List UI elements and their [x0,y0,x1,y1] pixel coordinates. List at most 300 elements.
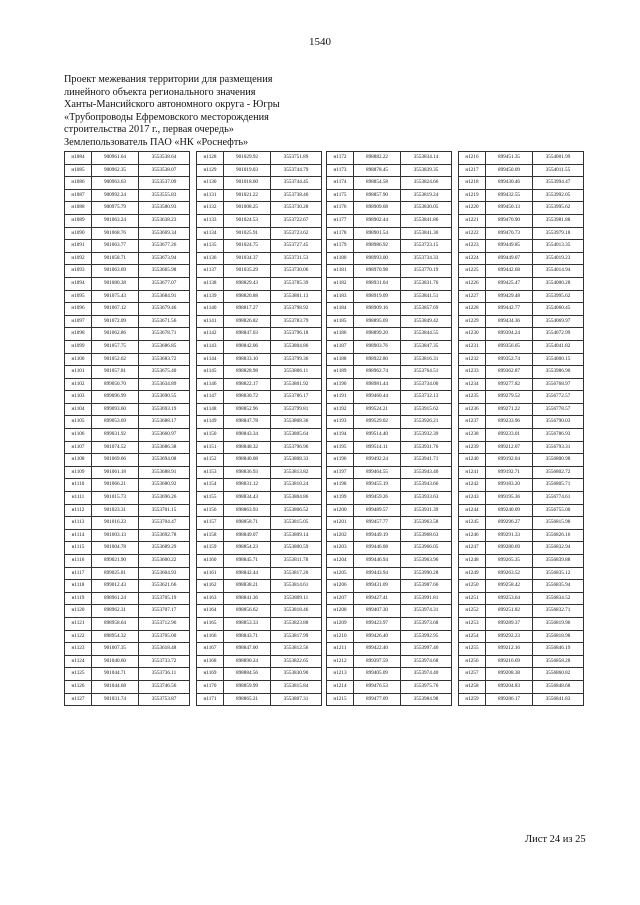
y-coordinate-cell: 3553995.62 [533,290,584,303]
y-coordinate-cell: 3553841.30 [401,227,452,240]
table-row [197,605,322,618]
point-id-cell: н1234 [459,378,486,391]
point-id-cell: н1139 [197,290,224,303]
x-coordinate-cell: 899031.92 [92,429,139,442]
table-row [327,189,452,202]
x-coordinate-cell: 898817.27 [224,303,271,316]
x-coordinate-cell: 900961.64 [92,152,139,165]
x-coordinate-cell: 899216.69 [486,655,533,668]
x-coordinate-cell: 898884.56 [224,668,271,681]
point-id-cell: н1122 [65,630,92,643]
y-coordinate-cell: 3553810.24 [271,479,322,492]
point-id-cell: н1166 [197,630,224,643]
table-row [327,466,452,479]
point-id-cell: н1200 [327,504,354,517]
x-coordinate-cell: 899457.77 [354,517,401,530]
point-id-cell: н1202 [327,529,354,542]
point-id-cell: н1252 [459,605,486,618]
table-row [197,391,322,404]
point-id-cell: н1097 [65,315,92,328]
y-coordinate-cell: 3553732.13 [401,391,452,404]
table-row [327,542,452,555]
y-coordinate-cell: 3553841.51 [401,290,452,303]
table-row [197,328,322,341]
x-coordinate-cell: 899427.41 [354,592,401,605]
x-coordinate-cell: 901052.62 [92,353,139,366]
point-id-cell: н1191 [327,391,354,404]
x-coordinate-cell: 898890.24 [224,655,271,668]
x-coordinate-cell: 899442.77 [486,303,533,316]
x-coordinate-cell: 898849.07 [224,529,271,542]
table-row [197,214,322,227]
table-row [65,567,190,580]
x-coordinate-cell: 898981.44 [354,378,401,391]
y-coordinate-cell: 3553824.66 [401,177,452,190]
point-id-cell: н1237 [459,416,486,429]
x-coordinate-cell: 898828.98 [224,366,271,379]
table-row [459,353,584,366]
point-id-cell: н1198 [327,479,354,492]
y-coordinate-cell: 3553618.48 [139,643,190,656]
y-coordinate-cell: 3553675.40 [139,366,190,379]
x-coordinate-cell: 901024.75 [224,240,271,253]
x-coordinate-cell: 901004.78 [92,542,139,555]
x-coordinate-cell: 899291.33 [486,529,533,542]
y-coordinate-cell: 3553974.40 [401,668,452,681]
x-coordinate-cell: 899464.55 [354,466,401,479]
y-coordinate-cell: 3553693.19 [139,403,190,416]
x-coordinate-cell: 898833.10 [224,353,271,366]
x-coordinate-cell: 898847.03 [224,328,271,341]
x-coordinate-cell: 898858.71 [224,517,271,530]
point-id-cell: н1136 [197,252,224,265]
table-row [197,529,322,542]
x-coordinate-cell: 899446.94 [354,555,401,568]
y-coordinate-cell: 3556834.52 [533,592,584,605]
point-id-cell: н1105 [65,416,92,429]
y-coordinate-cell: 3553677.07 [139,277,190,290]
table-row [197,378,322,391]
x-coordinate-cell: 898843.71 [224,630,271,643]
x-coordinate-cell: 898834.43 [224,492,271,505]
point-id-cell: н1256 [459,655,486,668]
y-coordinate-cell: 3553806.52 [271,504,322,517]
point-id-cell: н1104 [65,403,92,416]
table-row [65,517,190,530]
x-coordinate-cell: 898840.08 [224,454,271,467]
y-coordinate-cell: 3553801.92 [271,378,322,391]
x-coordinate-cell: 899514.40 [354,429,401,442]
table-row [327,277,452,290]
x-coordinate-cell: 899524.21 [354,403,401,416]
x-coordinate-cell: 899208.38 [486,668,533,681]
point-id-cell: н1146 [197,378,224,391]
x-coordinate-cell: 899450.13 [486,202,533,215]
x-coordinate-cell: 899489.57 [354,504,401,517]
y-coordinate-cell: 3553987.66 [401,580,452,593]
table-row [65,378,190,391]
x-coordinate-cell: 899296.27 [486,517,533,530]
x-coordinate-cell: 900992.24 [92,189,139,202]
table-row [197,617,322,630]
table-row [197,693,322,706]
x-coordinate-cell: 898847.78 [224,416,271,429]
point-id-cell: н1098 [65,328,92,341]
point-id-cell: н1124 [65,655,92,668]
y-coordinate-cell: 3553683.72 [139,353,190,366]
y-coordinate-cell: 3553723.15 [401,240,452,253]
point-id-cell: н1157 [197,517,224,530]
point-id-cell: н1255 [459,643,486,656]
y-coordinate-cell: 3553538.07 [139,164,190,177]
x-coordinate-cell: 899394.24 [486,328,533,341]
x-coordinate-cell: 898909.16 [354,303,401,316]
table-row [459,504,584,517]
x-coordinate-cell: 901003.13 [92,529,139,542]
point-id-cell: н1231 [459,340,486,353]
y-coordinate-cell: 3556841.83 [533,693,584,706]
table-row [459,492,584,505]
point-id-cell: н1182 [327,277,354,290]
y-coordinate-cell: 3553981.88 [533,214,584,227]
table-row [459,240,584,253]
table-row [197,655,322,668]
point-id-cell: н1169 [197,668,224,681]
y-coordinate-cell: 3553984.98 [401,693,452,706]
x-coordinate-cell: 899352.74 [486,353,533,366]
y-coordinate-cell: 3556786.93 [533,429,584,442]
title-line-6-land-user: Землепользователь ПАО «НК «Роснефть» [64,136,249,148]
point-id-cell: н1224 [459,252,486,265]
table-row [197,240,322,253]
point-id-cell: н1145 [197,366,224,379]
table-row [459,265,584,278]
y-coordinate-cell: 3553963.58 [401,517,452,530]
x-coordinate-cell: 899093.60 [92,403,139,416]
table-row [327,580,452,593]
point-id-cell: н1134 [197,227,224,240]
y-coordinate-cell: 3553736.11 [139,668,190,681]
table-row [327,290,452,303]
y-coordinate-cell: 3553634.89 [139,378,190,391]
x-coordinate-cell: 899192.71 [486,466,533,479]
point-id-cell: н1210 [327,630,354,643]
y-coordinate-cell: 3553730.06 [271,265,322,278]
point-id-cell: н1116 [65,555,92,568]
y-coordinate-cell: 3553786.17 [271,391,322,404]
x-coordinate-cell: 900963.63 [92,177,139,190]
point-id-cell: н1144 [197,353,224,366]
point-id-cell: н1151 [197,441,224,454]
y-coordinate-cell: 3553849.42 [401,315,452,328]
point-id-cell: н1173 [327,164,354,177]
x-coordinate-cell: 898931.04 [354,277,401,290]
point-id-cell: н1242 [459,479,486,492]
point-id-cell: н1095 [65,290,92,303]
x-coordinate-cell: 899460.44 [354,391,401,404]
point-id-cell: н1178 [327,227,354,240]
y-coordinate-cell: 3553764.51 [401,366,452,379]
point-id-cell: н1130 [197,177,224,190]
y-coordinate-cell: 3553975.76 [401,680,452,693]
table-row [459,152,584,165]
point-id-cell: н1228 [459,303,486,316]
y-coordinate-cell: 3553785.39 [271,277,322,290]
table-row [65,189,190,202]
table-row [197,290,322,303]
x-coordinate-cell: 899212.16 [486,643,533,656]
y-coordinate-cell: 3553621.66 [139,580,190,593]
x-coordinate-cell: 899449.07 [486,252,533,265]
point-id-cell: н1103 [65,391,92,404]
point-id-cell: н1223 [459,240,486,253]
point-id-cell: н1258 [459,680,486,693]
x-coordinate-cell: 898829.43 [224,277,271,290]
y-coordinate-cell: 3553943.40 [401,466,452,479]
x-coordinate-cell: 898901.54 [354,227,401,240]
table-row [327,441,452,454]
point-id-cell: н1168 [197,655,224,668]
table-row [65,202,190,215]
x-coordinate-cell: 899012.43 [92,580,139,593]
x-coordinate-cell: 898899.20 [354,328,401,341]
x-coordinate-cell: 899233.96 [486,416,533,429]
x-coordinate-cell: 899251.82 [486,605,533,618]
y-coordinate-cell: 3553638.23 [139,214,190,227]
point-id-cell: н1193 [327,416,354,429]
x-coordinate-cell: 899362.87 [486,366,533,379]
table-row [65,340,190,353]
point-id-cell: н1119 [65,592,92,605]
y-coordinate-cell: 3556802.72 [533,466,584,479]
x-coordinate-cell: 899429.48 [486,290,533,303]
point-id-cell: н1214 [327,680,354,693]
table-row [197,265,322,278]
y-coordinate-cell: 3553753.87 [139,693,190,706]
y-coordinate-cell: 3553817.99 [271,630,322,643]
x-coordinate-cell: 898865.21 [224,693,271,706]
y-coordinate-cell: 3553688.91 [139,466,190,479]
y-coordinate-cell: 3553671.56 [139,315,190,328]
table-row [197,492,322,505]
table-row [459,202,584,215]
table-row [459,693,584,706]
x-coordinate-cell: 899426.40 [354,630,401,643]
point-id-cell: н1133 [197,214,224,227]
point-id-cell: н1094 [65,277,92,290]
point-id-cell: н1222 [459,227,486,240]
y-coordinate-cell: 3553678.71 [139,328,190,341]
point-id-cell: н1232 [459,353,486,366]
point-id-cell: н1126 [65,680,92,693]
y-coordinate-cell: 3553580.93 [139,202,190,215]
x-coordinate-cell: 899434.36 [486,315,533,328]
y-coordinate-cell: 3553696.26 [139,492,190,505]
x-coordinate-cell: 901008.25 [224,202,271,215]
table-row [197,466,322,479]
table-row [197,303,322,316]
y-coordinate-cell: 3553992.05 [533,189,584,202]
table-row [65,277,190,290]
table-row [65,152,190,165]
y-coordinate-cell: 3553819.24 [401,189,452,202]
table-row [65,555,190,568]
point-id-cell: н1117 [65,567,92,580]
y-coordinate-cell: 3553966.05 [401,542,452,555]
table-row [459,668,584,681]
point-id-cell: н1086 [65,177,92,190]
table-row [327,265,452,278]
table-row [197,567,322,580]
x-coordinate-cell: 899096.99 [92,391,139,404]
table-row [65,416,190,429]
table-row [459,277,584,290]
table-row [327,391,452,404]
y-coordinate-cell: 3553931.39 [401,504,452,517]
point-id-cell: н1112 [65,504,92,517]
table-row [459,366,584,379]
point-id-cell: н1181 [327,265,354,278]
point-id-cell: н1150 [197,429,224,442]
y-coordinate-cell: 3553677.26 [139,240,190,253]
table-row [197,580,322,593]
y-coordinate-cell: 3553808.33 [271,454,322,467]
y-coordinate-cell: 3556793.31 [533,441,584,454]
table-row [327,303,452,316]
y-coordinate-cell: 3554000.15 [533,353,584,366]
table-row [327,517,452,530]
table-row [327,680,452,693]
point-id-cell: н1249 [459,567,486,580]
point-id-cell: н1149 [197,416,224,429]
table-row [65,290,190,303]
point-id-cell: н1217 [459,164,486,177]
x-coordinate-cell: 899053.69 [92,416,139,429]
table-row [65,252,190,265]
point-id-cell: н1229 [459,315,486,328]
y-coordinate-cell: 3554011.55 [533,164,584,177]
point-id-cell: н1127 [65,693,92,706]
table-row [65,353,190,366]
table-row [197,152,322,165]
point-id-cell: н1085 [65,164,92,177]
x-coordinate-cell: 899050.70 [92,378,139,391]
point-id-cell: н1141 [197,315,224,328]
point-id-cell: н1239 [459,441,486,454]
y-coordinate-cell: 3553979.18 [533,227,584,240]
table-row [327,492,452,505]
table-row [197,416,322,429]
table-row [459,227,584,240]
table-row [327,378,452,391]
x-coordinate-cell: 898958.64 [92,617,139,630]
point-id-cell: н1251 [459,592,486,605]
x-coordinate-cell: 899455.19 [354,479,401,492]
y-coordinate-cell: 3553799.36 [271,353,322,366]
table-row [197,517,322,530]
table-row [459,517,584,530]
point-id-cell: н1140 [197,303,224,316]
y-coordinate-cell: 3553673.94 [139,252,190,265]
table-row [327,328,452,341]
table-row [197,403,322,416]
x-coordinate-cell: 899425.47 [486,277,533,290]
table-row [327,227,452,240]
y-coordinate-cell: 3556846.19 [533,643,584,656]
x-coordinate-cell: 899025.81 [92,567,139,580]
point-id-cell: н1102 [65,378,92,391]
x-coordinate-cell: 899432.55 [486,189,533,202]
point-id-cell: н1174 [327,177,354,190]
table-row [65,441,190,454]
y-coordinate-cell: 3553770.19 [401,265,452,278]
x-coordinate-cell: 898909.68 [354,202,401,215]
x-coordinate-cell: 898902.44 [354,214,401,227]
y-coordinate-cell: 3553738.46 [271,189,322,202]
x-coordinate-cell: 899277.82 [486,378,533,391]
y-coordinate-cell: 3556832.71 [533,605,584,618]
x-coordinate-cell: 901063.69 [92,265,139,278]
y-coordinate-cell: 3553933.63 [401,492,452,505]
table-row [459,214,584,227]
point-id-cell: н1196 [327,454,354,467]
table-row [327,353,452,366]
point-id-cell: н1213 [327,668,354,681]
y-coordinate-cell: 3553804.86 [271,340,322,353]
table-row [197,479,322,492]
x-coordinate-cell: 899449.19 [354,529,401,542]
point-id-cell: н1259 [459,693,486,706]
table-row [197,555,322,568]
table-row [197,643,322,656]
x-coordinate-cell: 899280.69 [486,542,533,555]
table-row [197,340,322,353]
point-id-cell: н1192 [327,403,354,416]
table-row [65,265,190,278]
y-coordinate-cell: 3553686.85 [139,340,190,353]
table-row [65,403,190,416]
x-coordinate-cell: 898903.76 [354,340,401,353]
point-id-cell: н1186 [327,328,354,341]
table-row [65,492,190,505]
x-coordinate-cell: 899451.35 [486,152,533,165]
x-coordinate-cell: 899289.37 [486,617,533,630]
x-coordinate-cell: 898993.00 [354,252,401,265]
x-coordinate-cell: 898836.93 [224,466,271,479]
table-row [197,189,322,202]
y-coordinate-cell: 3554072.99 [533,328,584,341]
x-coordinate-cell: 899253.64 [486,592,533,605]
point-id-cell: н1250 [459,580,486,593]
x-coordinate-cell: 901031.74 [92,693,139,706]
x-coordinate-cell: 901023.31 [92,504,139,517]
x-coordinate-cell: 901044.68 [92,680,139,693]
table-row [459,555,584,568]
point-id-cell: н1257 [459,668,486,681]
table-row [327,529,452,542]
table-row [65,429,190,442]
table-row [197,366,322,379]
x-coordinate-cell: 899356.65 [486,340,533,353]
point-id-cell: н1108 [65,454,92,467]
y-coordinate-cell: 3554069.97 [533,315,584,328]
table-row [327,164,452,177]
table-row [65,668,190,681]
y-coordinate-cell: 3553830.05 [401,202,452,215]
point-id-cell: н1208 [327,605,354,618]
table-row [327,416,452,429]
x-coordinate-cell: 899446.08 [354,542,401,555]
